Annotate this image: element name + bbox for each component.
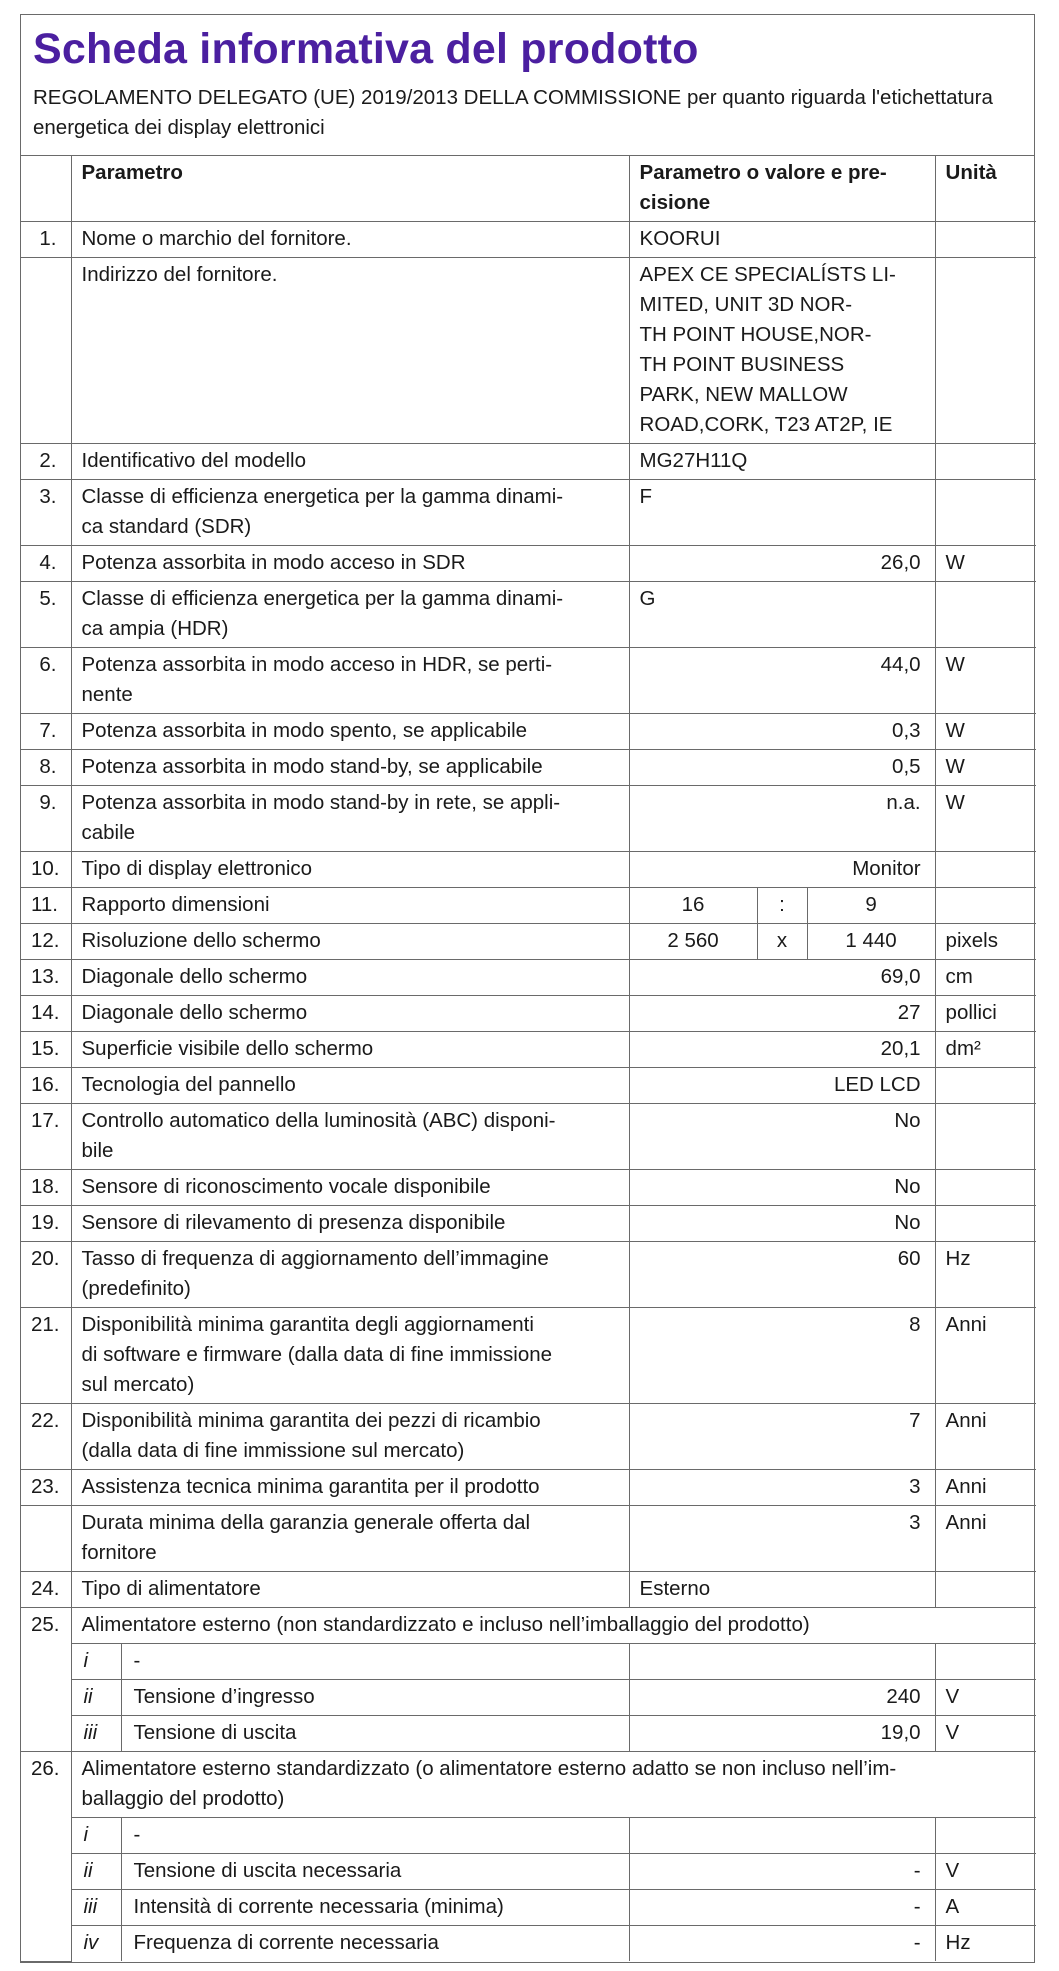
row-parameter: Tasso di frequenza di aggiornamento dell’immagine (predefinito)	[71, 1242, 629, 1308]
table-row	[21, 1068, 1036, 1104]
psu-item-row	[21, 1890, 1036, 1926]
table-row	[21, 1104, 1036, 1170]
table-row	[21, 1506, 1036, 1572]
row-value: LED LCD	[629, 1068, 935, 1104]
row-value: G	[629, 582, 935, 648]
psu-item-value	[629, 1818, 935, 1854]
row-number: 11.	[21, 888, 71, 924]
psu-item-label: -	[121, 1644, 629, 1680]
row-unit	[935, 222, 1036, 258]
psu-item-value: -	[629, 1890, 935, 1926]
row-number	[21, 258, 71, 444]
row-parameter: Potenza assorbita in modo stand-by, se applicabile	[71, 750, 629, 786]
row-number: 20.	[21, 1242, 71, 1308]
row-parameter: Nome o marchio del fornitore.	[71, 222, 629, 258]
row-value: n.a.	[629, 786, 935, 852]
row-number: 26.	[21, 1752, 71, 1962]
row-parameter: Potenza assorbita in modo acceso in HDR, se perti- nente	[71, 648, 629, 714]
row-unit	[935, 480, 1036, 546]
row-unit	[935, 582, 1036, 648]
row-number: 22.	[21, 1404, 71, 1470]
psu-item-label: Tensione di uscita	[121, 1716, 629, 1752]
row-number: 8.	[21, 750, 71, 786]
row-value: No	[629, 1104, 935, 1170]
psu-heading-row	[21, 1752, 1036, 1818]
row-number: 4.	[21, 546, 71, 582]
psu-item-index: ii	[71, 1680, 121, 1716]
row-value: 69,0	[629, 960, 935, 996]
row-number: 16.	[21, 1068, 71, 1104]
psu-item-value: 240	[629, 1680, 935, 1716]
row-number: 23.	[21, 1470, 71, 1506]
row-number: 5.	[21, 582, 71, 648]
table-row	[21, 714, 1036, 750]
row-value-separator: x	[757, 924, 807, 960]
row-parameter: Sensore di riconoscimento vocale disponibile	[71, 1170, 629, 1206]
row-unit	[935, 1104, 1036, 1170]
table-row	[21, 960, 1036, 996]
psu-item-value: 19,0	[629, 1716, 935, 1752]
psu-item-label: -	[121, 1818, 629, 1854]
row-number: 24.	[21, 1572, 71, 1608]
table-row	[21, 1572, 1036, 1608]
sheet-header	[21, 15, 1034, 156]
row-unit	[935, 888, 1036, 924]
row-unit: dm²	[935, 1032, 1036, 1068]
row-parameter: Diagonale dello schermo	[71, 960, 629, 996]
row-parameter: Classe di efficienza energetica per la gamma dinami- ca standard (SDR)	[71, 480, 629, 546]
table-row	[21, 750, 1036, 786]
row-value-right: 1 440	[807, 924, 935, 960]
row-value: 0,3	[629, 714, 935, 750]
row-unit	[935, 1170, 1036, 1206]
psu-item-unit: Hz	[935, 1926, 1036, 1962]
row-number: 19.	[21, 1206, 71, 1242]
row-unit: cm	[935, 960, 1036, 996]
psu-item-index: i	[71, 1818, 121, 1854]
row-value: 3	[629, 1470, 935, 1506]
row-parameter: Potenza assorbita in modo acceso in SDR	[71, 546, 629, 582]
row-parameter: Classe di efficienza energetica per la gamma dinami- ca ampia (HDR)	[71, 582, 629, 648]
row-parameter: Tecnologia del pannello	[71, 1068, 629, 1104]
table-header-row	[21, 156, 1036, 222]
table-row	[21, 1242, 1036, 1308]
row-unit: W	[935, 648, 1036, 714]
table-row	[21, 444, 1036, 480]
row-value: MG27H11Q	[629, 444, 935, 480]
row-unit: W	[935, 786, 1036, 852]
row-value: No	[629, 1206, 935, 1242]
table-row	[21, 924, 1036, 960]
row-parameter: Tipo di alimentatore	[71, 1572, 629, 1608]
row-number: 6.	[21, 648, 71, 714]
row-number: 15.	[21, 1032, 71, 1068]
table-row	[21, 480, 1036, 546]
row-value-separator: :	[757, 888, 807, 924]
row-number: 14.	[21, 996, 71, 1032]
row-parameter: Diagonale dello schermo	[71, 996, 629, 1032]
header-parameter: Parametro	[71, 156, 629, 222]
table-row	[21, 222, 1036, 258]
row-parameter: Disponibilità minima garantita dei pezzi di ricambio (dalla data di fine immissione sul mercato)	[71, 1404, 629, 1470]
table-row	[21, 648, 1036, 714]
regulation-subtitle: REGOLAMENTO DELEGATO (UE) 2019/2013 DELLA COMMISSIONE per quanto riguarda l'etichettatura energetica dei display elettronici	[33, 86, 993, 139]
header-unit: Unità	[935, 156, 1036, 222]
table-row	[21, 546, 1036, 582]
psu-item-unit: V	[935, 1854, 1036, 1890]
row-number: 12.	[21, 924, 71, 960]
row-number: 25.	[21, 1608, 71, 1752]
row-unit: Hz	[935, 1242, 1036, 1308]
psu-item-index: iii	[71, 1890, 121, 1926]
psu-item-row	[21, 1854, 1036, 1890]
row-unit: Anni	[935, 1404, 1036, 1470]
row-number: 7.	[21, 714, 71, 750]
parameters-table	[21, 156, 1036, 1962]
psu-item-index: iii	[71, 1716, 121, 1752]
row-unit: Anni	[935, 1506, 1036, 1572]
row-value: 26,0	[629, 546, 935, 582]
header-number-cell	[21, 156, 71, 222]
row-value: KOORUI	[629, 222, 935, 258]
psu-item-unit	[935, 1644, 1036, 1680]
row-parameter: Controllo automatico della luminosità (ABC) disponi- bile	[71, 1104, 629, 1170]
psu-item-label: Tensione d’ingresso	[121, 1680, 629, 1716]
row-number	[21, 1506, 71, 1572]
row-value: 7	[629, 1404, 935, 1470]
psu-heading: Alimentatore esterno (non standardizzato e incluso nell’imballaggio del prodotto)	[71, 1608, 1036, 1644]
row-value: F	[629, 480, 935, 546]
row-value-left: 16	[629, 888, 757, 924]
row-number: 17.	[21, 1104, 71, 1170]
row-parameter: Superficie visibile dello schermo	[71, 1032, 629, 1068]
row-unit: W	[935, 714, 1036, 750]
psu-item-row	[21, 1716, 1036, 1752]
row-value: 27	[629, 996, 935, 1032]
psu-item-label: Tensione di uscita necessaria	[121, 1854, 629, 1890]
table-row	[21, 852, 1036, 888]
psu-item-label: Frequenza di corrente necessaria	[121, 1926, 629, 1962]
table-body	[21, 156, 1036, 1961]
row-unit: W	[935, 750, 1036, 786]
header-value	[629, 156, 935, 222]
row-number: 3.	[21, 480, 71, 546]
psu-item-row	[21, 1644, 1036, 1680]
table-row	[21, 1308, 1036, 1404]
row-unit	[935, 1206, 1036, 1242]
row-unit	[935, 1572, 1036, 1608]
row-number: 2.	[21, 444, 71, 480]
row-parameter: Sensore di rilevamento di presenza disponibile	[71, 1206, 629, 1242]
psu-item-unit: A	[935, 1890, 1036, 1926]
table-row	[21, 888, 1036, 924]
psu-item-value	[629, 1644, 935, 1680]
row-unit	[935, 444, 1036, 480]
table-row	[21, 582, 1036, 648]
row-value: 20,1	[629, 1032, 935, 1068]
row-value: 3	[629, 1506, 935, 1572]
table-row	[21, 1206, 1036, 1242]
row-value: 8	[629, 1308, 935, 1404]
row-unit: W	[935, 546, 1036, 582]
row-unit: pollici	[935, 996, 1036, 1032]
psu-item-unit: V	[935, 1680, 1036, 1716]
psu-heading: Alimentatore esterno standardizzato (o alimentatore esterno adatto se non incluso nell’im- ballaggio del prodotto)	[71, 1752, 1036, 1818]
psu-item-unit: V	[935, 1716, 1036, 1752]
row-parameter: Tipo di display elettronico	[71, 852, 629, 888]
table-row	[21, 1470, 1036, 1506]
row-value-right: 9	[807, 888, 935, 924]
psu-item-index: i	[71, 1644, 121, 1680]
row-value-left: 2 560	[629, 924, 757, 960]
row-number: 1.	[21, 222, 71, 258]
psu-item-row	[21, 1926, 1036, 1962]
psu-item-index: ii	[71, 1854, 121, 1890]
table-row	[21, 996, 1036, 1032]
psu-item-value: -	[629, 1926, 935, 1962]
row-unit	[935, 1068, 1036, 1104]
row-number: 9.	[21, 786, 71, 852]
table-row	[21, 1032, 1036, 1068]
product-information-sheet	[20, 14, 1035, 1963]
row-parameter: Durata minima della garanzia generale offerta dal fornitore	[71, 1506, 629, 1572]
row-unit: pixels	[935, 924, 1036, 960]
row-number: 10.	[21, 852, 71, 888]
row-parameter: Potenza assorbita in modo spento, se applicabile	[71, 714, 629, 750]
row-parameter: Indirizzo del fornitore.	[71, 258, 629, 444]
row-parameter: Rapporto dimensioni	[71, 888, 629, 924]
psu-item-row	[21, 1818, 1036, 1854]
row-parameter: Risoluzione dello schermo	[71, 924, 629, 960]
psu-item-label: Intensità di corrente necessaria (minima)	[121, 1890, 629, 1926]
row-parameter: Identificativo del modello	[71, 444, 629, 480]
row-number: 13.	[21, 960, 71, 996]
row-value: 0,5	[629, 750, 935, 786]
table-row	[21, 786, 1036, 852]
row-value: Esterno	[629, 1572, 935, 1608]
row-value: 44,0	[629, 648, 935, 714]
row-parameter: Potenza assorbita in modo stand-by in rete, se appli- cabile	[71, 786, 629, 852]
table-row	[21, 258, 1036, 444]
row-parameter: Disponibilità minima garantita degli aggiornamenti di software e firmware (dalla data di fine immissione sul mercato)	[71, 1308, 629, 1404]
table-row	[21, 1404, 1036, 1470]
row-value: 60	[629, 1242, 935, 1308]
row-unit	[935, 258, 1036, 444]
table-row	[21, 1170, 1036, 1206]
header-value-text: Parametro o valore e pre- cisione	[639, 161, 887, 214]
row-number: 21.	[21, 1308, 71, 1404]
row-unit	[935, 852, 1036, 888]
row-unit: Anni	[935, 1470, 1036, 1506]
row-unit: Anni	[935, 1308, 1036, 1404]
psu-item-value: -	[629, 1854, 935, 1890]
page-title: Scheda informativa del prodotto	[33, 25, 699, 73]
row-parameter: Assistenza tecnica minima garantita per il prodotto	[71, 1470, 629, 1506]
row-value: No	[629, 1170, 935, 1206]
row-number: 18.	[21, 1170, 71, 1206]
psu-item-unit	[935, 1818, 1036, 1854]
psu-item-row	[21, 1680, 1036, 1716]
psu-item-index: iv	[71, 1926, 121, 1962]
row-value: Monitor	[629, 852, 935, 888]
psu-heading-row	[21, 1608, 1036, 1644]
row-value: APEX CE SPECIALÍSTS LI- MITED, UNIT 3D NOR- TH POINT HOUSE,NOR- TH POINT BUSINESS PARK, NEW MALLOW ROAD,CORK, T23 AT2P, IE	[629, 258, 935, 444]
